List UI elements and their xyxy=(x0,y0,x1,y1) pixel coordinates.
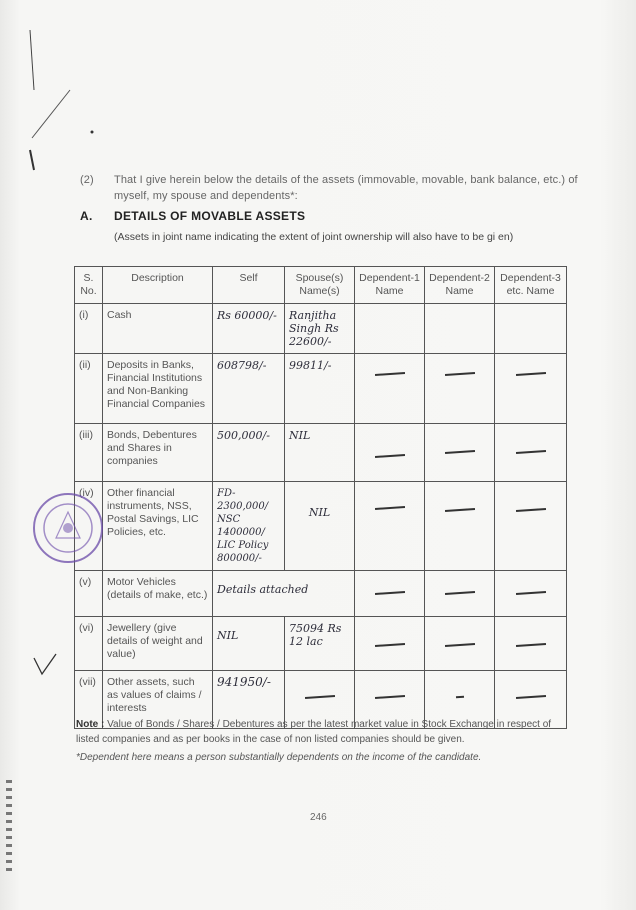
paragraph-number: (2) xyxy=(80,174,94,186)
table-row xyxy=(75,304,567,354)
cell-dependent-3 xyxy=(495,482,567,571)
cell-sno: (ii) xyxy=(75,354,103,424)
header-dependent-1: Dependent-1 Name xyxy=(355,267,425,304)
cell-sno: (vii) xyxy=(75,671,103,729)
dash-mark xyxy=(374,643,404,647)
cell-sno: (i) xyxy=(75,304,103,354)
cell-description: Bonds, Debentures and Shares in companies xyxy=(103,424,213,482)
dash-mark xyxy=(515,591,545,595)
dash-mark xyxy=(374,454,404,458)
cell-spouse: Ranjitha Singh Rs 22600/- xyxy=(285,304,355,354)
cell-description: Other assets, such as values of claims / interests xyxy=(103,671,213,729)
dash-mark xyxy=(515,508,545,512)
table-row xyxy=(75,424,567,482)
cell-dependent-1 xyxy=(355,304,425,354)
cell-dependent-3 xyxy=(495,617,567,671)
table-row xyxy=(75,482,567,571)
dash-mark xyxy=(374,695,404,699)
note-text: Value of Bonds / Shares / Debentures as per the latest market value in Stock Exchange in respect of listed companies and as per books in the case of non listed companies should be given. xyxy=(76,719,552,745)
cell-dependent-1 xyxy=(355,617,425,671)
cell-sno: (iii) xyxy=(75,424,103,482)
dash-mark xyxy=(374,591,404,595)
header-dependent-3: Dependent-3 etc. Name xyxy=(495,267,567,304)
table-row xyxy=(75,571,567,617)
cell-self: 608798/- xyxy=(213,354,285,424)
cell-description: Motor Vehicles (details of make, etc.) xyxy=(103,571,213,617)
cell-dependent-2 xyxy=(425,424,495,482)
signature-mark xyxy=(30,650,60,680)
cell-description: Cash xyxy=(103,304,213,354)
cell-self: Rs 60000/- xyxy=(213,304,285,354)
cell-self: Details attached xyxy=(213,571,355,617)
margin-scribble xyxy=(20,20,100,180)
dash-mark xyxy=(444,508,474,512)
cell-self: FD-2300,000/ NSC 1400000/ LIC Policy 800000/- xyxy=(213,482,285,571)
dash-mark xyxy=(374,372,404,376)
cell-dependent-2 xyxy=(425,304,495,354)
dash-mark xyxy=(515,643,545,647)
cell-dependent-3 xyxy=(495,424,567,482)
dash-mark xyxy=(515,450,545,454)
cell-spouse: 75094 Rs 12 lac xyxy=(285,617,355,671)
cell-description: Deposits in Banks, Financial Institutions and Non-Banking Financial Companies xyxy=(103,354,213,424)
note-block xyxy=(76,717,566,747)
cell-dependent-2 xyxy=(425,571,495,617)
cell-spouse: 99811/- xyxy=(285,354,355,424)
header-self: Self xyxy=(213,267,285,304)
cell-self: 941950/- xyxy=(213,671,285,729)
header-sno: S. No. xyxy=(75,267,103,304)
cell-sno: (vi) xyxy=(75,617,103,671)
cell-sno: (iv) xyxy=(75,482,103,571)
movable-assets-table xyxy=(74,266,567,729)
table-header-row xyxy=(75,267,567,304)
cell-dependent-1 xyxy=(355,482,425,571)
page-number: 246 xyxy=(310,812,327,823)
dash-mark xyxy=(444,372,474,376)
section-title: DETAILS OF MOVABLE ASSETS xyxy=(114,209,306,223)
table-row xyxy=(75,617,567,671)
dash-mark xyxy=(444,450,474,454)
dash-mark xyxy=(374,506,404,510)
footnote: *Dependent here means a person substantially dependents on the income of the candidate. xyxy=(76,752,482,763)
cell-dependent-3 xyxy=(495,571,567,617)
cell-dependent-3 xyxy=(495,304,567,354)
dash-mark xyxy=(304,695,334,699)
paragraph-text: That I give herein below the details of the assets (immovable, movable, bank balance, etc.) of myself, my spouse and dependents*: xyxy=(114,174,578,202)
cell-dependent-1 xyxy=(355,571,425,617)
header-dependent-2: Dependent-2 Name xyxy=(425,267,495,304)
cell-dependent-2 xyxy=(425,617,495,671)
cell-dependent-1 xyxy=(355,424,425,482)
section-subtitle: (Assets in joint name indicating the extent of joint ownership will also have to be gi en) xyxy=(114,231,514,243)
cell-spouse: NIL xyxy=(285,424,355,482)
section-letter: A. xyxy=(80,209,93,223)
dash-mark xyxy=(515,372,545,376)
cell-spouse: NIL xyxy=(285,482,355,571)
header-spouse: Spouse(s) Name(s) xyxy=(285,267,355,304)
cell-description: Other financial instruments, NSS, Postal Savings, LIC Policies, etc. xyxy=(103,482,213,571)
cell-dependent-2 xyxy=(425,354,495,424)
binding-marks xyxy=(6,780,14,890)
cell-description: Jewellery (give details of weight and value) xyxy=(103,617,213,671)
note-label: Note : xyxy=(76,719,105,730)
cell-self: 500,000/- xyxy=(213,424,285,482)
dash-mark xyxy=(455,696,463,699)
cell-self: NIL xyxy=(213,617,285,671)
dash-mark xyxy=(444,643,474,647)
cell-dependent-1 xyxy=(355,354,425,424)
cell-dependent-2 xyxy=(425,482,495,571)
cell-dependent-3 xyxy=(495,354,567,424)
dash-mark xyxy=(444,591,474,595)
table-row xyxy=(75,354,567,424)
header-description: Description xyxy=(103,267,213,304)
cell-sno: (v) xyxy=(75,571,103,617)
dash-mark xyxy=(515,695,545,699)
